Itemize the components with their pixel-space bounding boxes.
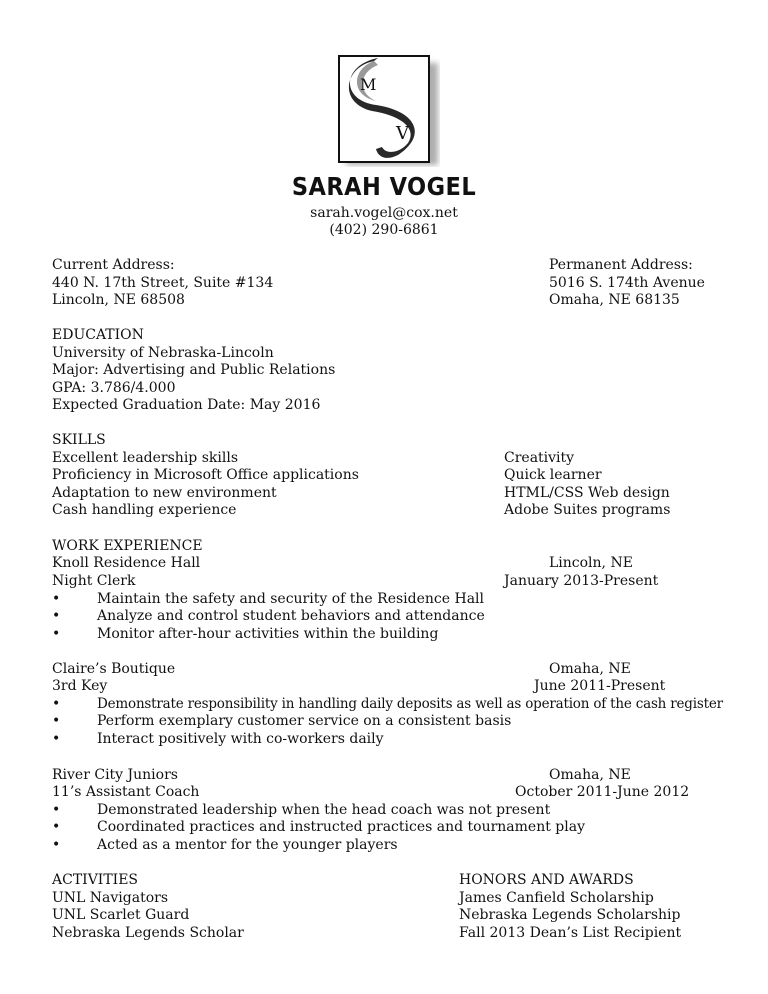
applicant-name: SARAH VOGEL [291, 172, 477, 201]
phone: (402) 290-6861 [329, 222, 439, 238]
bullet-icon: • [52, 608, 61, 624]
logo-letter-v: V [396, 123, 409, 144]
current-address-line2: Lincoln, NE 68508 [52, 292, 185, 308]
bullet-icon: • [52, 626, 61, 642]
honors-heading: HONORS AND AWARDS [459, 872, 634, 888]
job-duty: Perform exemplary customer service on a consistent basis [97, 713, 512, 729]
job-duty: Acted as a mentor for the younger players [97, 837, 398, 853]
skill-item: HTML/CSS Web design [504, 485, 670, 501]
skills-heading: SKILLS [52, 432, 106, 448]
skill-item: Adobe Suites programs [504, 502, 671, 518]
honor-item: Fall 2013 Dean’s List Recipient [459, 925, 682, 941]
work-experience-heading: WORK EXPERIENCE [52, 538, 203, 554]
bullet-icon: • [52, 819, 61, 835]
bullet-icon: • [52, 591, 61, 607]
education-line: University of Nebraska-Lincoln [52, 345, 274, 361]
skill-item: Proficiency in Microsoft Office applications [52, 467, 359, 483]
job-employer: River City Juniors [52, 767, 178, 783]
job-employer: Knoll Residence Hall [52, 555, 201, 571]
job-dates: January 2013-Present [504, 573, 659, 589]
skill-item: Creativity [504, 450, 575, 466]
activities-heading: ACTIVITIES [52, 872, 139, 888]
bullet-icon: • [52, 837, 61, 853]
education-line: Major: Advertising and Public Relations [52, 362, 336, 378]
job-duty: Interact positively with co-workers daily [97, 731, 384, 747]
current-address-line1: 440 N. 17th Street, Suite #134 [52, 275, 274, 291]
job-duty: Demonstrated leadership when the head coach was not present [97, 802, 551, 818]
job-duty: Coordinated practices and instructed practices and tournament play [97, 819, 586, 835]
skill-item: Quick learner [504, 467, 602, 483]
honor-item: James Canfield Scholarship [459, 890, 654, 906]
job-title: Night Clerk [52, 573, 136, 589]
job-location: Omaha, NE [549, 661, 631, 677]
job-title: 11’s Assistant Coach [52, 784, 200, 800]
skill-item: Cash handling experience [52, 502, 237, 518]
job-title: 3rd Key [52, 678, 108, 694]
job-location: Lincoln, NE [549, 555, 633, 571]
bullet-icon: • [52, 731, 61, 747]
job-employer: Claire’s Boutique [52, 661, 176, 677]
monogram-logo [338, 55, 440, 167]
bullet-icon: • [52, 696, 61, 712]
job-duty: Analyze and control student behaviors and attendance [97, 608, 485, 624]
permanent-address-line1: 5016 S. 174th Avenue [549, 275, 705, 291]
job-duty: Maintain the safety and security of the Residence Hall [97, 591, 484, 607]
education-line: GPA: 3.786/4.000 [52, 380, 176, 396]
activity-item: Nebraska Legends Scholar [52, 925, 244, 941]
job-dates: June 2011-Present [534, 678, 666, 694]
permanent-address-line2: Omaha, NE 68135 [549, 292, 680, 308]
job-location: Omaha, NE [549, 767, 631, 783]
activity-item: UNL Navigators [52, 890, 169, 906]
permanent-address-label: Permanent Address: [549, 257, 693, 273]
skill-item: Excellent leadership skills [52, 450, 238, 466]
job-dates: October 2011-June 2012 [515, 784, 690, 800]
education-line: Expected Graduation Date: May 2016 [52, 397, 321, 413]
education-heading: EDUCATION [52, 327, 144, 343]
current-address-label: Current Address: [52, 257, 175, 273]
honor-item: Nebraska Legends Scholarship [459, 907, 681, 923]
activity-item: UNL Scarlet Guard [52, 907, 190, 923]
job-duty: Monitor after-hour activities within the building [97, 626, 439, 642]
job-duty: Demonstrate responsibility in handling daily deposits as well as operation of the cash register [97, 696, 723, 712]
bullet-icon: • [52, 713, 61, 729]
logo-letter-m: M [360, 75, 377, 94]
email: sarah.vogel@cox.net [310, 205, 458, 221]
skill-item: Adaptation to new environment [52, 485, 277, 501]
bullet-icon: • [52, 802, 61, 818]
